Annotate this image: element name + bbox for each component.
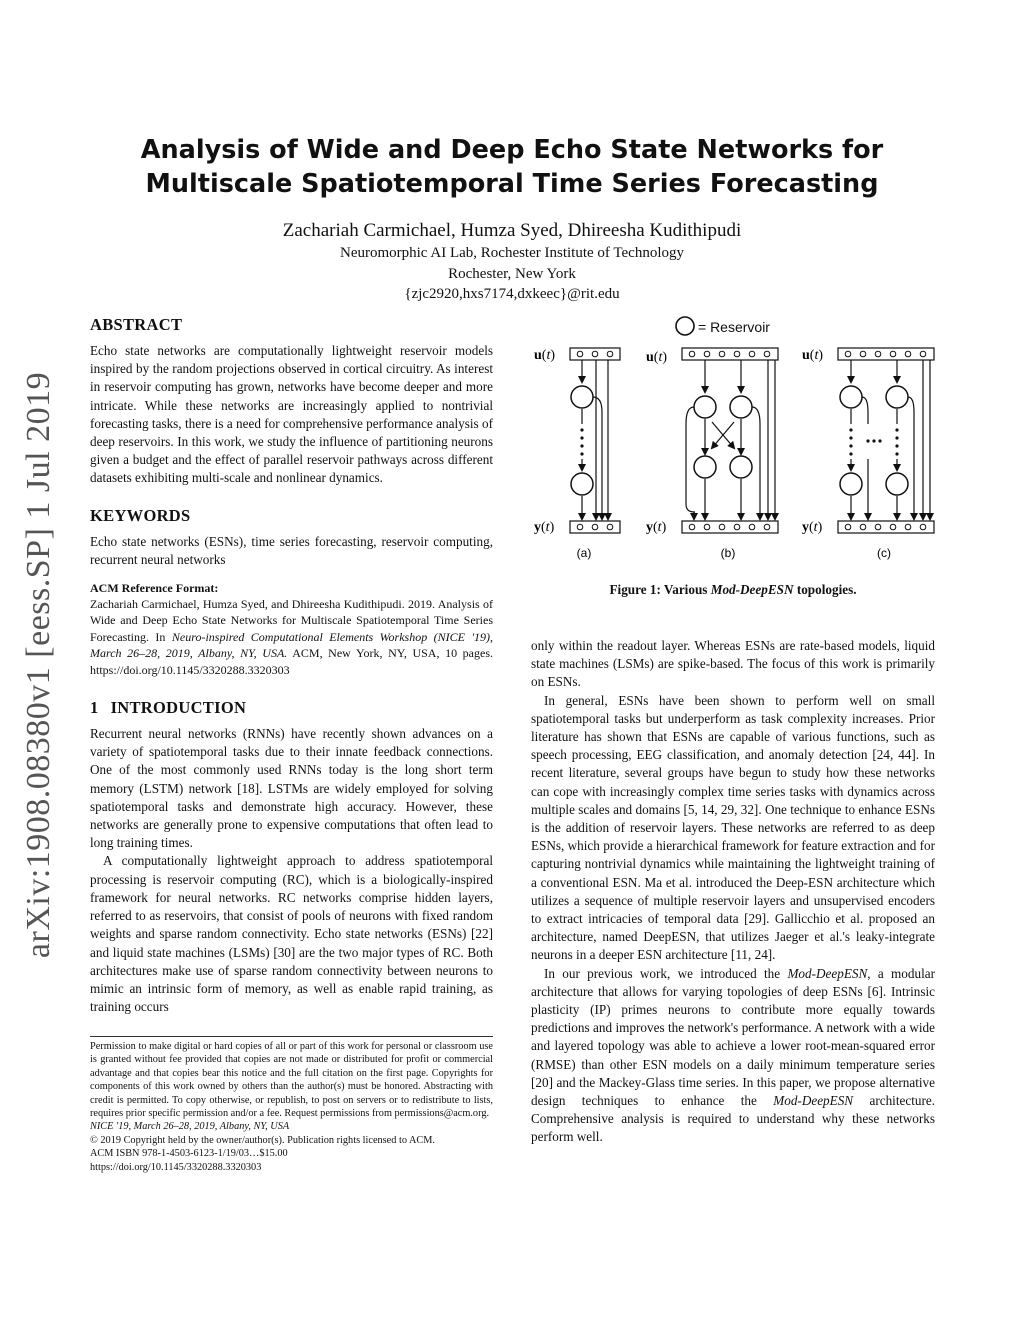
legend-reservoir-symbol	[676, 317, 694, 335]
caption-label: Figure 1: Various	[609, 582, 711, 597]
acm-ref-citation: Zachariah Carmichael, Humza Syed, and Dhireesha Kudithipudi. 2019. Analysis of Wide and Deep Echo State Networks for Multiscale Spatiotemporal Time Series Forecasting. In	[90, 597, 493, 644]
intro-paragraph-2: A computationally lightweight approach to address spatiotemporal processing is reservoir computing (RC), which is a biologically-inspired framework for neural networks. RC networks comprise hidden layers, referred to as reservoirs, that consist of pools of neurons with fixed random weights and sparse random connectivity. Echo state networks (ESNs) [22] and liquid state machines (LSMs) [30] are the two major types of RC. Both architectures make use of sparse random connectivity between neurons to mimic an intrinsic form of memory, as well as enable rapid training, as training occurs	[90, 853, 493, 1015]
panel-b-input-label: u(t)	[646, 350, 668, 365]
acm-ref-heading: ACM Reference Format:	[90, 581, 219, 596]
abstract-text: Echo state networks are computationally lightweight reservoir models inspired by the random projections observed in cortical circuitry. As interest in reservoir computing has grown, networks have become deeper and more intricate. While these networks are increasingly applied to nontrivial forecasting tasks, there is a need for comprehensive performance analysis of deep reservoirs. In this work, we study the influence of partitioning neurons given a budget and the effect of parallel reservoir pathways across different datasets exhibiting multi-scale and nonlinear dynamics.	[90, 343, 493, 486]
figure-1-diagram	[510, 312, 940, 567]
panel-c-input-label: u(t)	[802, 348, 824, 363]
panel-b-output-label: y(t)	[646, 520, 667, 535]
permission-doi: https://doi.org/10.1145/3320288.3320303	[90, 1161, 262, 1173]
panel-a-reservoir-n	[571, 473, 593, 495]
intro-paragraph-1: Recurrent neural networks (RNNs) have recently shown advances on a variety of spatiotemporal tasks due to their innate feedback connections. One of the most commonly used RNNs today is the long short term memory (LSTM) network [18]. LSTMs are widely employed for solving spatiotemporal tasks and demonstrate high accuracy. However, these networks are generally prone to expensive computations that often lead to long training times.	[90, 726, 493, 851]
p3-mod-deepesn-1: Mod-DeepESN	[787, 965, 868, 981]
permission-copyright: © 2019 Copyright held by the owner/author(s). Publication rights licensed to ACM.	[90, 1134, 436, 1146]
right-column	[531, 637, 935, 1147]
panel-a-reservoir-1	[571, 386, 593, 408]
panel-b-output-layer	[682, 521, 778, 533]
panel-b-reservoir-2b	[730, 456, 752, 478]
intro-heading	[90, 698, 493, 718]
intro-title: INTRODUCTION	[110, 698, 247, 718]
abstract-heading: ABSTRACT	[90, 315, 183, 334]
legend	[676, 317, 770, 335]
right-paragraph-3	[531, 965, 935, 1147]
emails: {zjc2920,hxs7174,dxkeec}@rit.edu	[404, 286, 620, 302]
caption-title: Mod-DeepESN	[710, 582, 794, 597]
panel-c	[802, 348, 934, 560]
acm-ref-doi: ACM, New York, NY, USA, 10 pages. https://doi.org/10.1145/3320288.3320303	[90, 646, 494, 677]
location: Rochester, New York	[448, 265, 576, 282]
panel-b-reservoir-1a	[694, 396, 716, 418]
panel-b-reservoir-2a	[694, 456, 716, 478]
permission-isbn: ACM ISBN 978-1-4503-6123-1/19/03…$15.00	[90, 1148, 288, 1160]
affiliation: Neuromorphic AI Lab, Rochester Institute of Technology	[339, 245, 684, 261]
author-block	[90, 219, 934, 305]
p3-part-c: , a modular architecture that allows for varying topologies of deep ESNs [6]. Intrinsic plasticity (IP) primes neurons to contribute more equally towards predictions and improves the network's performance. A network with a wide and layered topology was able to achieve a lower root-mean-squared error (RMSE) than other ESN models on a daily minimum temperature series [20] and the Mackey-Glass time series. In this paper, we propose alternative design techniques to enhance the	[531, 965, 935, 1109]
keywords-text: Echo state networks (ESNs), time series forecasting, reservoir computing, recurrent neural networks	[90, 533, 493, 567]
keywords-heading: KEYWORDS	[90, 505, 191, 525]
permission-text: Permission to make digital or hard copies of all or part of this work for personal or classroom use is granted without fee provided that copies are not made or distributed for profit or commercial advantage and that copies bear this notice and the full citation on the first page. Copyrights for components of this work owned by others than the author(s) must be honored. Abstracting with credit is permitted. To copy otherwise, or republish, to post on servers or to redistribute to lists, requires prior specific permission and/or a fee. Request permissions from permissions@acm.org.	[90, 1041, 493, 1120]
panel-c-output-label: y(t)	[802, 520, 823, 535]
figure-1-caption	[531, 582, 935, 598]
p3-mod-deepesn-2: Mod-DeepESN	[773, 1093, 854, 1109]
right-paragraph-2: In general, ESNs have been shown to perform well on small spatiotemporal tasks but underperform as task complexity increases. Prior literature has shown that ESNs are capable of various functions, such as speech processing, EEG classification, and anomaly detection [24, 44]. In recent literature, several groups have begun to study how these networks can cope with increasingly complex time series tasks with dynamics across multiple scales and domains [5, 14, 29, 32]. One technique to enhance ESNs is the addition of reservoir layers. These networks are referred to as deep ESNs, which provide a hierarchical framework for feature extraction and for capturing nontrivial dynamics while maintaining the lightweight training of a conventional ESN. Ma et al. introduced the Deep-ESN architecture which utilizes a sequence of multiple reservoir layers and unsupervised encoders to extract intricacies of temporal data [29]. Gallicchio et al. proposed an architecture, named DeepESN, that utilizes Jaeger et al.'s leaky-integrate neurons in a deeper ESN architecture [11, 24].	[531, 692, 935, 963]
acm-ref-text	[90, 596, 493, 678]
arxiv-id: arXiv:1908.08380v1 [eess.SP] 1 Jul 2019	[20, 371, 57, 959]
caption-end: topologies.	[793, 582, 857, 597]
panel-c-reservoir-1b	[886, 386, 908, 408]
permission-block	[90, 1036, 493, 1174]
right-paragraph-1: only within the readout layer. Whereas ESNs are rate-based models, liquid state machines (LSMs) are spike-based. The focus of this work is primarily on ESNs.	[531, 638, 935, 690]
panel-b-input-layer	[682, 348, 778, 360]
left-column	[90, 315, 493, 1016]
panel-b	[646, 348, 778, 560]
p3-part-e: architecture. Comprehensive analysis is required to understand why these networks perform well.	[531, 1093, 935, 1145]
panel-a-input-label: u(t)	[534, 348, 556, 363]
permission-venue: NICE '19, March 26–28, 2019, Albany, NY, USA	[90, 1121, 290, 1133]
author-names: Zachariah Carmichael, Humza Syed, Dhireesha Kudithipudi	[282, 220, 742, 241]
panel-b-reservoir-1b	[730, 396, 752, 418]
panel-b-label: (b)	[720, 546, 736, 560]
panel-c-reservoir-na	[840, 473, 862, 495]
acm-ref-venue: Neuro-inspired Computational Elements Workshop (NICE '19), March 26–28, 2019, Albany, NY, USA.	[90, 629, 494, 661]
panel-a	[534, 348, 620, 560]
paper-title: Analysis of Wide and Deep Echo State Networks for Multiscale Spatiotemporal Time Series Forecasting	[140, 135, 884, 199]
panel-c-reservoir-nb	[886, 473, 908, 495]
legend-label: = Reservoir	[698, 319, 770, 335]
panel-c-reservoir-1a	[840, 386, 862, 408]
intro-number: 1	[90, 698, 99, 718]
panel-c-label: (c)	[877, 546, 891, 560]
panel-c-output-layer	[838, 521, 934, 533]
panel-a-label: (a)	[576, 546, 592, 560]
arxiv-stamp	[18, 370, 60, 960]
panel-c-input-layer	[838, 348, 934, 360]
panel-a-output-label: y(t)	[534, 520, 555, 535]
p3-part-a: In our previous work, we introduced the	[544, 965, 788, 981]
